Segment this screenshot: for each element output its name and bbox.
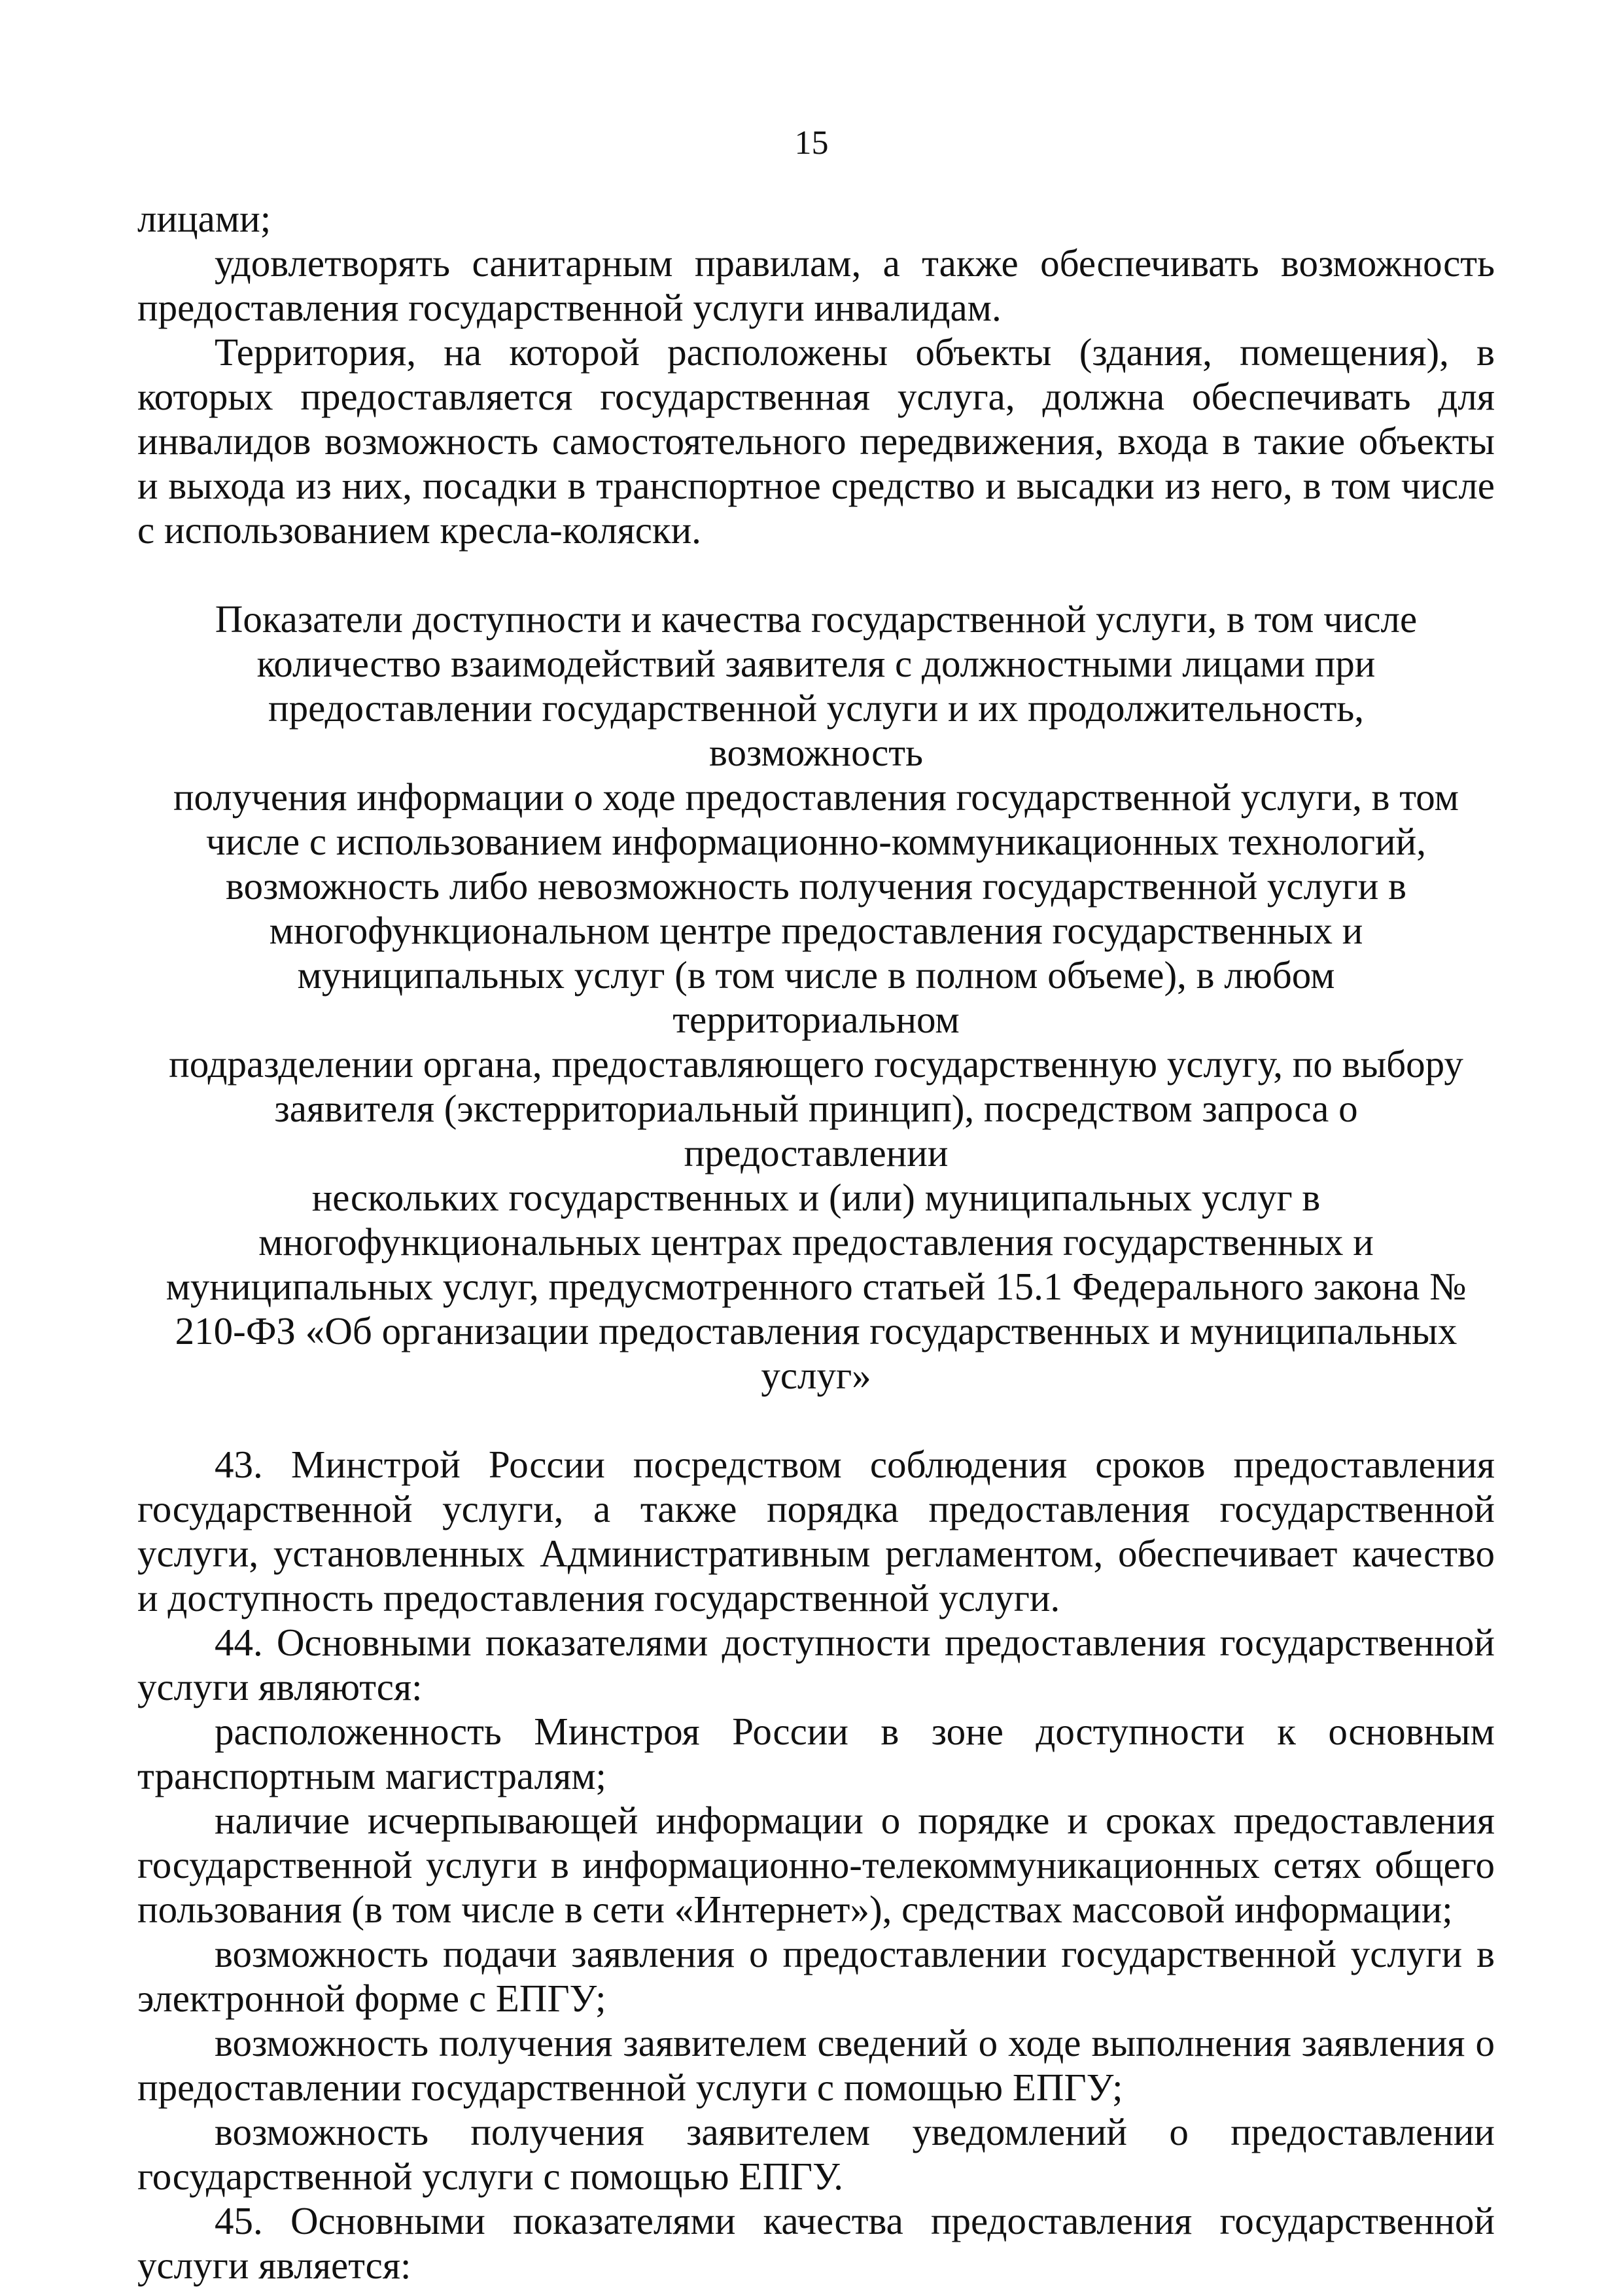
page-content [137,196,1495,2287]
page-number: 15 [794,124,829,162]
list-item: возможность получения заявителем сведений о ходе выполнения заявления о предоставлении государственной услуги с помощью ЕПГУ; [137,2021,1495,2109]
list-item: расположенность Минстроя России в зоне доступности к основным транспортным магистралям; [137,1710,1495,1797]
heading-line: услуг» [761,1354,871,1397]
heading-line: предоставлении государственной услуги и их продолжительность, возможность [268,686,1364,774]
paragraph-44: 44. Основными показателями доступности предоставления государственной услуги являются: [137,1621,1495,1708]
heading-line: количество взаимодействий заявителя с должностными лицами при [256,642,1376,685]
paragraph: Территория, на которой расположены объекты (здания, помещения), в которых предоставляется государственная услуга, должна обеспечивать для инвалидов возможность самостоятельного передвижения, входа в такие объекты и выхода из них, посадки в транспортное средство и высадки из него, в том числе с использованием кресла-коляски. [137,330,1495,552]
heading-line: муниципальных услуг, предусмотренного статьей 15.1 Федерального закона № [166,1265,1467,1308]
heading-line: числе с использованием информационно-коммуникационных технологий, [206,820,1426,863]
list-item: наличие исчерпывающей информации о порядке и сроках предоставления государственной услуги в информационно-телекоммуникационных сетях общего пользования (в том числе в сети «Интернет»), средствах массовой информации; [137,1799,1495,1931]
heading-line: возможность либо невозможность получения государственной услуги в [226,864,1406,908]
list-item: возможность подачи заявления о предоставлении государственной услуги в электронной форме с ЕПГУ; [137,1932,1495,2020]
paragraph-43: 43. Минстрой России посредством соблюдения сроков предоставления государственной услуги, а также порядка предоставления государственной услуги, установленных Административным регламентом, обеспечивает качество и доступность предоставления государственной услуги. [137,1443,1495,1619]
paragraph-45: 45. Основными показателями качества предоставления государственной услуги является: [137,2199,1495,2287]
paragraph: лицами; [137,197,271,240]
heading-line: подразделении органа, предоставляющего государственную услугу, по выбору [169,1042,1463,1086]
heading-line: заявителя (экстерриториальный принцип), посредством запроса о предоставлении [274,1087,1358,1174]
heading-line: 210-ФЗ «Об организации предоставления государственных и муниципальных [175,1309,1457,1352]
heading-line: получения информации о ходе предоставления государственной услуги, в том [173,775,1459,819]
heading-line: многофункциональном центре предоставления государственных и [269,909,1363,952]
heading-line: Показатели доступности и качества государственной услуги, в том числе [215,597,1418,641]
list-item: возможность получения заявителем уведомлений о предоставлении государственной услуги с помощью ЕПГУ. [137,2110,1495,2198]
heading-line: многофункциональных центрах предоставления государственных и [258,1220,1374,1263]
heading-line: нескольких государственных и (или) муниципальных услуг в [311,1176,1321,1219]
paragraph: удовлетворять санитарным правилам, а также обеспечивать возможность предоставления государственной услуги инвалидам. [137,241,1495,329]
section-heading [137,597,1495,1398]
heading-line: муниципальных услуг (в том числе в полном объеме), в любом территориальном [297,953,1335,1041]
